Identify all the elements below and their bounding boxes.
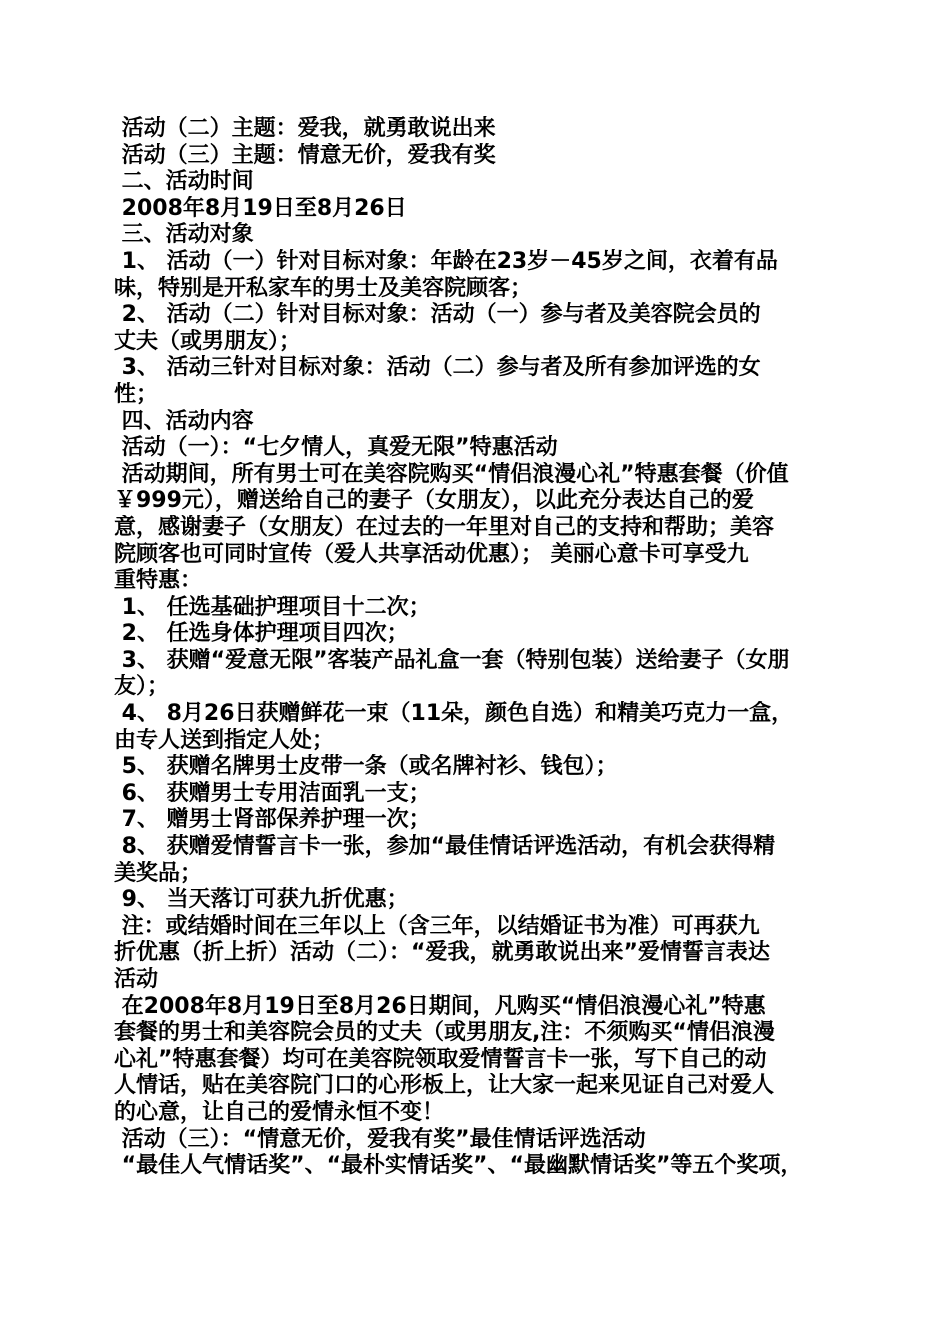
text-line: 折优惠（折上折）活动（二）：“爱我，就勇敢说出来”爱情誓言表达: [114, 940, 770, 966]
text-line: “最佳人气情话奖”、“最朴实情话奖”、“最幽默情话奖”等五个奖项，: [114, 1153, 803, 1179]
text-line: 4、 8月26日获赠鲜花一束（11朵，颜色自选）和精美巧克力一盒，: [114, 701, 794, 727]
text-line: 5、 获赠名牌男士皮带一条（或名牌衬衫、钱包）；: [114, 754, 618, 780]
text-line: 意，感谢妻子（女朋友）在过去的一年里对自己的支持和帮助；美容: [114, 514, 775, 540]
text-line: 2、 任选身体护理项目四次；: [114, 621, 409, 647]
text-line: 活动期间，所有男士可在美容院购买“情侣浪漫心礼”特惠套餐（价值: [114, 461, 789, 487]
text-line: 活动（二）主题：爱我，就勇敢说出来: [114, 116, 496, 141]
text-line: 的心意，让自己的爱情永恒不变！: [114, 1099, 445, 1125]
text-line: 性；: [114, 381, 159, 407]
text-line: 活动（三）主题：情意无价，爱我有奖: [114, 142, 496, 168]
text-line: 2008年8月19日至8月26日: [114, 195, 407, 221]
text-line: 注：或结婚时间在三年以上（含三年，以结婚证书为准）可再获九: [114, 913, 760, 939]
text-line: 3、 获赠“爱意无限”客装产品礼盒一套（特别包装）送给妻子（女朋: [114, 647, 790, 673]
text-line: ￥999元），赠送给自己的妻子（女朋友），以此充分表达自己的爱: [114, 488, 754, 514]
text-line: 心礼”特惠套餐）均可在美容院领取爱情誓言卡一张，写下自己的动: [114, 1046, 767, 1072]
text-line: 6、 获赠男士专用洁面乳一支；: [114, 780, 431, 806]
text-line: 三、活动对象: [114, 222, 254, 248]
text-line: 套餐的男士和美容院会员的丈夫（或男朋友,注：不须购买“情侣浪漫: [114, 1020, 775, 1046]
text-line: 二、活动时间: [114, 169, 254, 195]
text-line: 2、 活动（二）针对目标对象：活动（一）参与者及美容院会员的: [114, 302, 761, 328]
text-line: 1、 活动（一）针对目标对象：年龄在23岁－45岁之间，衣着有品: [114, 248, 778, 274]
text-line: 3、 活动三针对目标对象：活动（二）参与者及所有参加评选的女: [114, 355, 761, 381]
text-line: 丈夫（或男朋友）；: [114, 328, 302, 354]
text-line: 8、 获赠爱情誓言卡一张，参加“最佳情话评选活动，有机会获得精: [114, 834, 776, 860]
text-line: 味，特别是开私家车的男士及美容院顾客；: [114, 275, 533, 301]
document-body: [114, 116, 844, 1180]
text-line: 活动（三）：“情意无价，爱我有奖”最佳情话评选活动: [114, 1126, 646, 1152]
text-line: 7、 赠男士肾部保养护理一次；: [114, 807, 431, 833]
text-line: 由专人送到指定人处；: [114, 727, 335, 753]
text-line: 活动: [114, 967, 159, 992]
text-line: 1、 任选基础护理项目十二次；: [114, 594, 431, 620]
text-line: 人情话，贴在美容院门口的心形板上，让大家一起来见证自己对爱人: [114, 1073, 775, 1099]
text-line: 友）；: [114, 674, 170, 700]
text-line: 9、 当天落订可获九折优惠；: [114, 887, 409, 913]
text-line: 重特惠：: [114, 568, 203, 594]
text-line: 美奖品；: [114, 860, 203, 886]
text-line: 在2008年8月19日至8月26日期间，凡购买“情侣浪漫心礼”特惠: [114, 993, 766, 1019]
text-line: 活动（一）：“七夕情人，真爱无限”特惠活动: [114, 435, 558, 461]
text-line: 四、活动内容: [114, 408, 254, 434]
text-line: 院顾客也可同时宣传（爱人共享活动优惠）； 美丽心意卡可享受九: [114, 541, 749, 567]
